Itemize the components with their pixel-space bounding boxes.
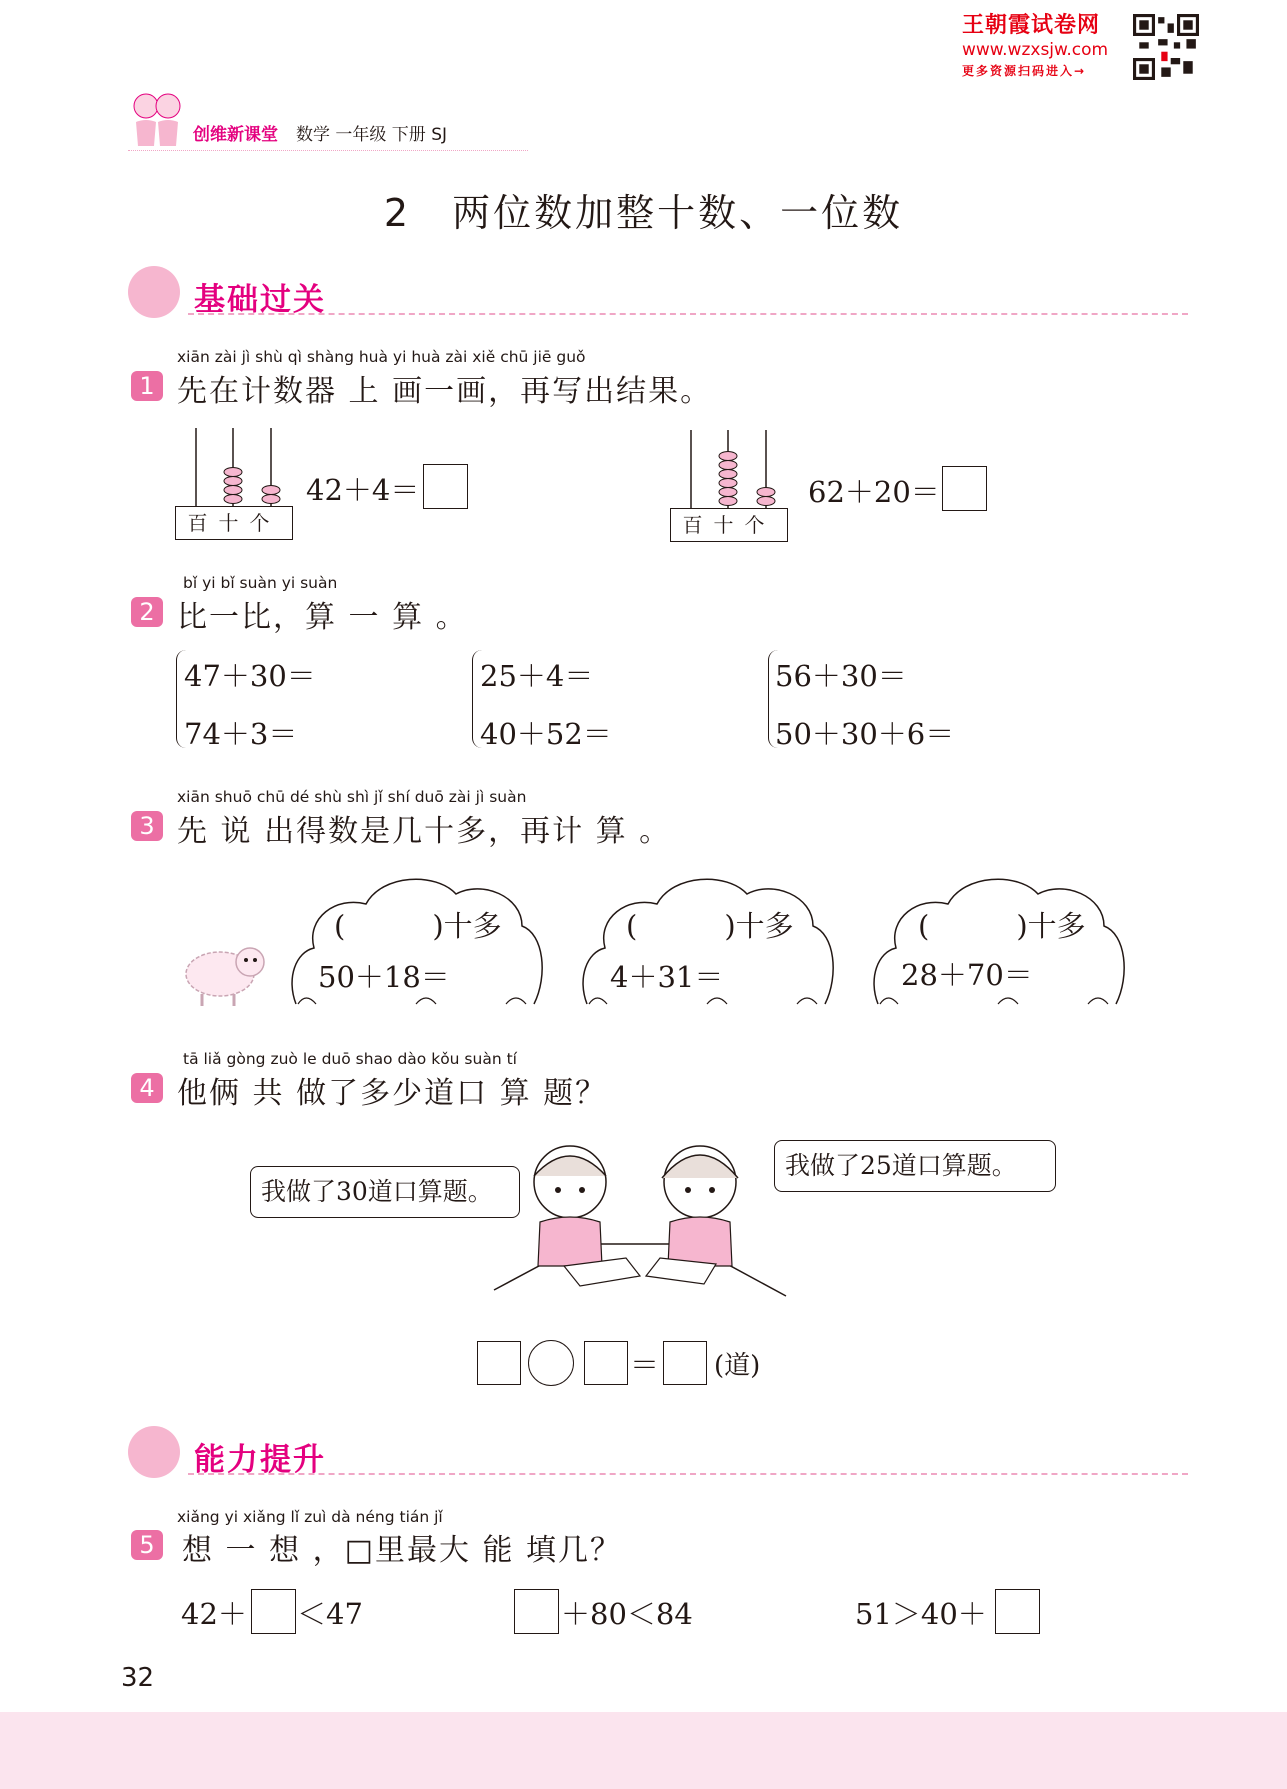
q4-unit: (道): [714, 1351, 761, 1381]
q5-box-1[interactable]: [251, 1589, 296, 1634]
q4-pinyin: tā liǎ gòng zuò le duō shao dào kǒu suàn tí: [183, 1050, 517, 1068]
q5-expr1-left: 42＋: [181, 1597, 247, 1631]
q2-group3-bottom: 50＋30＋6＝: [775, 717, 955, 751]
q5-box-3[interactable]: [995, 1589, 1040, 1634]
q5-number: 5: [131, 1530, 163, 1560]
q3-cloud3-hint: ( )十多: [918, 909, 1086, 943]
children-illustration: [490, 1126, 790, 1300]
section-basic-label: 基础过关: [194, 282, 326, 318]
header-divider: [128, 150, 528, 151]
section-badge-icon: [128, 266, 180, 318]
abacus-place-labels: 百十个: [175, 506, 293, 540]
sheep-icon: [178, 930, 274, 1010]
q2-group2-bottom: 40＋52＝: [480, 717, 612, 751]
abacus-rods: [670, 430, 790, 508]
q3-cloud2-hint: ( )十多: [626, 909, 794, 943]
q2-group1-top: 47＋30＝: [184, 659, 316, 693]
abacus-a: [175, 428, 295, 542]
q5-expr2-right: ＋80＜84: [561, 1597, 693, 1631]
q5-text: 想 一 想 ，□里最大 能 填几？: [182, 1533, 623, 1568]
q1-expr-b: 62＋20＝: [808, 475, 940, 509]
q3-cloud1-hint: ( )十多: [334, 909, 502, 943]
book-brand: 创维新课堂: [193, 125, 278, 145]
page-number: 32: [121, 1663, 155, 1693]
section-basic-header: [128, 266, 1128, 326]
q1-answer-box-a[interactable]: [423, 464, 468, 509]
kids-mascot-icon: [126, 88, 188, 154]
q1-pinyin: xiān zài jì shù qì shàng huà yi huà zài xiě chū jiē guǒ: [177, 348, 586, 366]
q2-pinyin: bǐ yi bǐ suàn yi suàn: [183, 574, 338, 592]
q4-number: 4: [131, 1073, 163, 1103]
q1-number: 1: [131, 371, 163, 401]
q4-operator-circle[interactable]: [528, 1340, 574, 1386]
q4-box-2[interactable]: [584, 1341, 628, 1385]
watermark-url[interactable]: www.wzxsjw.com: [962, 40, 1109, 60]
watermark-title: 王朝霞试卷网: [962, 13, 1101, 38]
q2-group3-top: 56＋30＝: [775, 659, 907, 693]
q2-group1-bottom: 74＋3＝: [184, 717, 298, 751]
section-advanced-header: [128, 1426, 1128, 1486]
q1-answer-box-b[interactable]: [942, 466, 987, 511]
abacus-place-labels: 百十个: [670, 508, 788, 542]
q4-answer-box[interactable]: [663, 1341, 707, 1385]
q5-box-2[interactable]: [514, 1589, 559, 1634]
q2-text: 比一比，算 一 算 。: [177, 600, 468, 635]
q3-cloud1-expr: 50＋18＝: [318, 960, 450, 994]
book-info: [193, 120, 447, 145]
q3-text: 先 说 出得数是几十多，再计 算 。: [177, 814, 672, 849]
q5-expr3-left: 51＞40＋: [855, 1597, 987, 1631]
lesson-title: 2 两位数加整十数、一位数: [383, 191, 904, 235]
abacus-rods: [175, 428, 295, 506]
qr-code-icon[interactable]: [1133, 14, 1199, 80]
q5-pinyin: xiǎng yi xiǎng lǐ zuì dà néng tián jǐ: [177, 1508, 443, 1526]
section-badge-icon: [128, 1426, 180, 1478]
q2-number: 2: [131, 597, 163, 627]
q1-text: 先在计数器 上 画一画，再写出结果。: [177, 374, 713, 409]
boy-speech-bubble: 我做了30道口算题。: [250, 1166, 520, 1218]
section-divider: [188, 313, 1188, 315]
q5-expr1-right: ＜47: [297, 1597, 363, 1631]
q4-text: 他俩 共 做了多少道口 算 题？: [177, 1076, 608, 1111]
footer-band: [0, 1712, 1287, 1789]
q1-expr-a: 42＋4＝: [306, 473, 420, 507]
q3-cloud2-expr: 4＋31＝: [610, 960, 724, 994]
q4-box-1[interactable]: [477, 1341, 521, 1385]
section-advanced-label: 能力提升: [194, 1442, 326, 1478]
abacus-b: [670, 430, 790, 544]
watermark-scan-text: 更多资源扫码进入→: [962, 64, 1087, 78]
section-divider: [188, 1473, 1188, 1475]
book-subject: 数学 一年级 下册 SJ: [296, 125, 448, 145]
q3-pinyin: xiān shuō chū dé shù shì jǐ shí duō zài jì suàn: [177, 788, 527, 806]
q2-group2-top: 25＋4＝: [480, 659, 594, 693]
q3-cloud3-expr: 28＋70＝: [901, 958, 1033, 992]
q4-equals-sign: ＝: [630, 1348, 660, 1382]
girl-speech-bubble: 我做了25道口算题。: [774, 1140, 1056, 1192]
q3-number: 3: [131, 811, 163, 841]
